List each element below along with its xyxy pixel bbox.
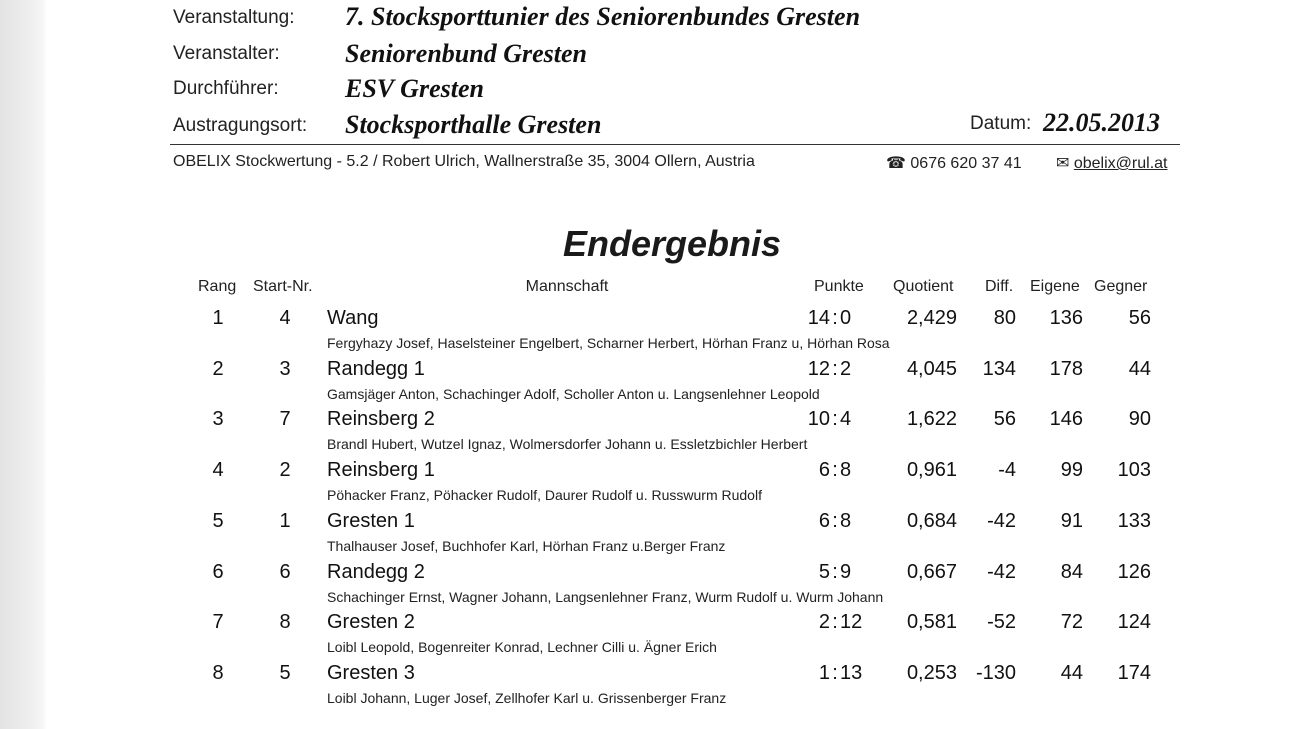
venue-label: Austragungsort:	[173, 115, 308, 136]
col-opponent: Gegner	[1094, 278, 1148, 295]
opponent-cell: 90	[1128, 408, 1151, 431]
rank-cell: 3	[212, 408, 224, 431]
event-label: Veranstaltung:	[173, 7, 295, 28]
points-won: 5	[818, 560, 830, 583]
opponent-cell: 124	[1117, 611, 1151, 634]
points-separator: :	[832, 560, 838, 583]
team-members: Schachinger Ernst, Wagner Johann, Langsenlehner Franz, Wurm Rudolf u. Wurm Johann	[327, 588, 884, 605]
start-no-cell: 1	[279, 509, 291, 532]
points-lost: 12	[840, 611, 863, 634]
points-separator: :	[832, 661, 838, 684]
rank-cell: 5	[212, 509, 224, 532]
own-cell: 44	[1060, 661, 1083, 684]
points-separator: :	[832, 611, 838, 634]
points-lost: 8	[840, 459, 852, 482]
team-members: Pöhacker Franz, Pöhacker Rudolf, Daurer Rudolf u. Russwurm Rudolf	[327, 487, 762, 504]
points-won: 6	[818, 509, 830, 532]
col-own: Eigene	[1030, 278, 1080, 295]
diff-cell: -4	[998, 459, 1016, 482]
opponent-cell: 174	[1117, 661, 1151, 684]
points-lost: 4	[840, 408, 852, 431]
own-cell: 72	[1060, 611, 1083, 634]
team-members: Brandl Hubert, Wutzel Ignaz, Wolmersdorfer Johann u. Essletzbichler Herbert	[327, 436, 808, 453]
quotient-cell: 0,581	[906, 611, 957, 634]
points-won: 2	[818, 611, 830, 634]
team-name: Gresten 1	[327, 509, 415, 532]
diff-cell: -42	[987, 560, 1016, 583]
start-no-cell: 5	[279, 661, 291, 684]
date-value: 22.05.2013	[1043, 108, 1160, 137]
own-cell: 84	[1060, 560, 1083, 583]
points-separator: :	[832, 357, 838, 380]
phone-number: 0676 620 37 41	[910, 155, 1022, 172]
col-diff: Diff.	[985, 278, 1014, 295]
col-team: Mannschaft	[525, 278, 609, 295]
date-label: Datum:	[970, 113, 1032, 134]
quotient-cell: 0,667	[906, 560, 957, 583]
quotient-cell: 2,429	[906, 307, 957, 329]
team-name: Gresten 2	[327, 611, 415, 634]
team-members: Thalhauser Josef, Buchhofer Karl, Hörhan Franz u.Berger Franz	[327, 537, 726, 554]
col-rank: Rang	[198, 278, 237, 295]
points-separator: :	[832, 459, 838, 482]
start-no-cell: 6	[279, 560, 291, 583]
opponent-cell: 126	[1117, 560, 1151, 583]
organizer-label: Veranstalter:	[173, 43, 280, 64]
diff-cell: -52	[987, 611, 1016, 634]
points-lost: 8	[840, 509, 852, 532]
quotient-cell: 0,253	[906, 661, 957, 684]
quotient-cell: 0,684	[906, 509, 957, 532]
scan-edge	[0, 0, 46, 729]
opponent-cell: 56	[1128, 307, 1151, 329]
points-won: 10	[807, 408, 830, 431]
own-cell: 146	[1049, 408, 1083, 431]
start-no-cell: 3	[279, 357, 291, 380]
start-no-cell: 2	[279, 459, 291, 482]
col-quotient: Quotient	[893, 278, 954, 295]
points-lost: 13	[840, 661, 863, 684]
team-name: Reinsberg 2	[327, 408, 435, 431]
telephone-icon: ☎	[886, 155, 906, 172]
software-info: OBELIX Stockwertung - 5.2 / Robert Ulrich, Wallnerstraße 35, 3004 Ollern, Austria	[173, 153, 755, 170]
event-value: 7. Stocksporttunier des Seniorenbundes Gresten	[345, 2, 861, 31]
rank-cell: 1	[212, 307, 224, 329]
team-members: Loibl Leopold, Bogenreiter Konrad, Lechner Cilli u. Ägner Erich	[327, 639, 717, 656]
rank-cell: 6	[212, 560, 224, 583]
points-won: 14	[807, 307, 830, 329]
team-members: Fergyhazy Josef, Haselsteiner Engelbert, Scharner Herbert, Hörhan Franz u, Hörhan Rosa	[327, 335, 890, 351]
points-lost: 2	[840, 357, 852, 380]
envelope-icon: ✉	[1056, 155, 1070, 172]
points-won: 6	[818, 459, 830, 482]
rank-cell: 8	[212, 661, 224, 684]
venue-value: Stocksporthalle Gresten	[345, 110, 602, 139]
opponent-cell: 133	[1117, 509, 1151, 532]
team-name: Gresten 3	[327, 661, 415, 684]
executor-label: Durchführer:	[173, 78, 279, 99]
points-won: 12	[807, 357, 830, 380]
executor-value: ESV Gresten	[345, 74, 484, 103]
phone-info	[886, 153, 1022, 173]
rank-cell: 2	[212, 357, 224, 380]
team-name: Wang	[327, 307, 379, 329]
points-won: 1	[818, 661, 830, 684]
opponent-cell: 44	[1128, 357, 1151, 380]
points-lost: 0	[840, 307, 852, 329]
start-no-cell: 4	[279, 307, 291, 329]
organizer-value: Seniorenbund Gresten	[345, 39, 587, 68]
points-separator: :	[832, 307, 838, 329]
col-points: Punkte	[814, 278, 864, 295]
diff-cell: 56	[993, 408, 1016, 431]
points-lost: 9	[840, 560, 852, 583]
diff-cell: 80	[993, 307, 1016, 329]
col-start-no: Start-Nr.	[253, 278, 313, 295]
team-name: Randegg 1	[327, 357, 425, 380]
points-separator: :	[832, 509, 838, 532]
header-divider	[170, 144, 1180, 145]
page-title: Endergebnis	[562, 223, 782, 264]
start-no-cell: 7	[279, 408, 291, 431]
rank-cell: 4	[212, 459, 224, 482]
diff-cell: -130	[975, 661, 1016, 684]
quotient-cell: 4,045	[906, 357, 957, 380]
team-members: Loibl Johann, Luger Josef, Zellhofer Karl u. Grissenberger Franz	[327, 689, 727, 706]
email-link[interactable]: obelix@rul.at	[1073, 155, 1168, 172]
diff-cell: -42	[987, 509, 1016, 532]
quotient-cell: 0,961	[906, 459, 957, 482]
diff-cell: 134	[982, 357, 1016, 380]
team-members: Gamsjäger Anton, Schachinger Adolf, Scholler Anton u. Langsenlehner Leopold	[327, 385, 820, 402]
email-info	[1056, 153, 1167, 173]
team-name: Randegg 2	[327, 560, 425, 583]
start-no-cell: 8	[279, 611, 291, 634]
team-name: Reinsberg 1	[327, 459, 435, 482]
own-cell: 91	[1060, 509, 1083, 532]
own-cell: 136	[1049, 307, 1083, 329]
quotient-cell: 1,622	[906, 408, 957, 431]
points-separator: :	[832, 408, 838, 431]
own-cell: 178	[1049, 357, 1083, 380]
own-cell: 99	[1060, 459, 1083, 482]
opponent-cell: 103	[1117, 459, 1151, 482]
rank-cell: 7	[212, 611, 224, 634]
